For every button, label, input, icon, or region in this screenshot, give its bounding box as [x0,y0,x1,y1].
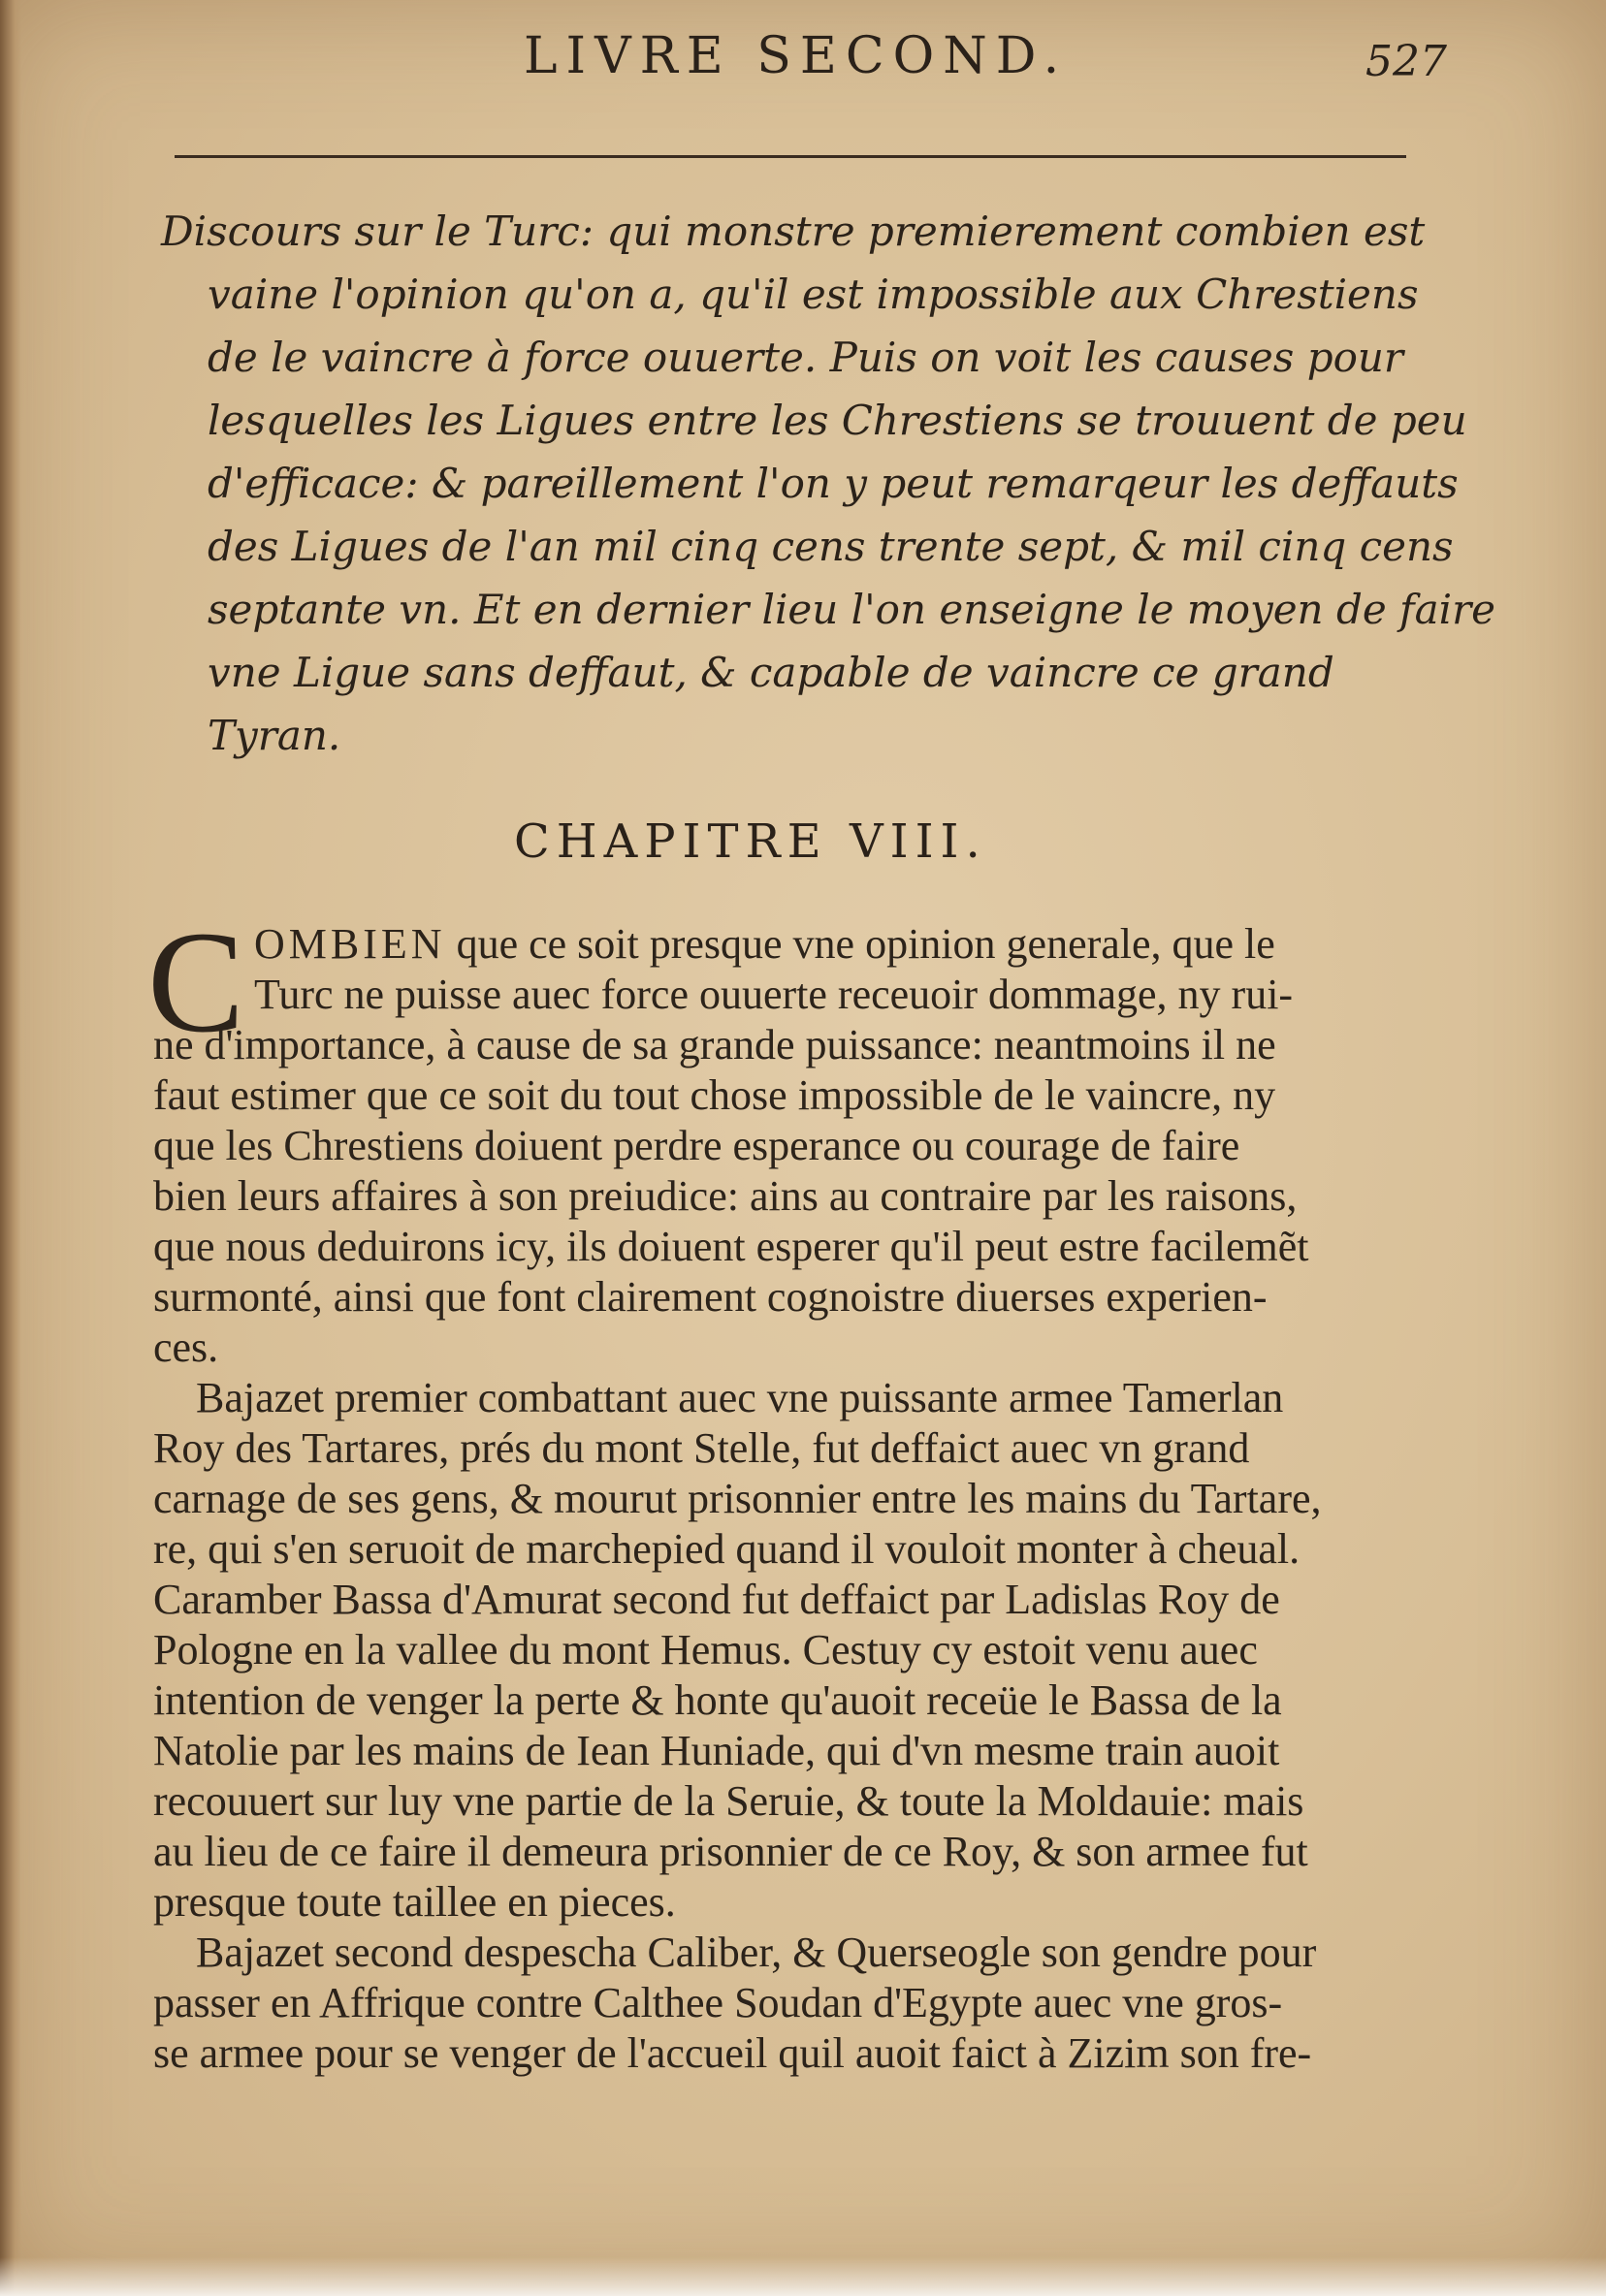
summary-line: d'efficace: & pareillement l'on y peut remarqeur les deffauts [208,460,1459,507]
first-word: OMBIEN [254,920,446,968]
summary-line: Tyran. [208,712,341,759]
summary-line: Discours sur le Turc: qui monstre premierement combien est [161,207,1426,255]
chapter-heading: CHAPITRE VIII. [514,814,987,869]
body-line: surmonté, ainsi que font clairement cognoistre diuerses experien- [153,1273,1268,1321]
body-line: au lieu de ce faire il demeura prisonnier de ce Roy, & son armee fut [153,1828,1308,1875]
summary-line: de le vaincre à force ouuerte. Puis on voit les causes pour [208,334,1403,381]
body-line: re, qui s'en seruoit de marchepied quand il vouloit monter à cheual. [153,1525,1301,1573]
body-line: Roy des Tartares, prés du mont Stelle, fut deffaict auec vn grand [153,1424,1250,1472]
running-head [0,27,1606,95]
header-rule [175,155,1406,158]
body-line: Turc ne puisse auec force ouuerte receuoir dommage, ny rui- [254,971,1294,1018]
body-line: bien leurs affaires à son preiudice: ains au contraire par les raisons, [153,1172,1298,1220]
body-line: recouuert sur luy vne partie de la Seruie, & toute la Moldauie: mais [153,1777,1304,1825]
body-line: presque toute taillee en pieces. [153,1878,676,1926]
body-line: Pologne en la vallee du mont Hemus. Cestuy cy estoit venu auec [153,1626,1258,1674]
summary-line: vne Ligue sans deffaut, & capable de vaincre ce grand [208,649,1334,696]
body-line: ces. [153,1323,219,1371]
body-line: carnage de ses gens, & mourut prisonnier entre les mains du Tartare, [153,1475,1322,1522]
page-gutter-shadow [0,0,21,2296]
body-line: ne d'importance, à cause de sa grande puissance: neantmoins il ne [153,1021,1276,1068]
body-line: que les Chrestiens doiuent perdre esperance ou courage de faire [153,1122,1240,1169]
running-title: LIVRE SECOND. [524,27,1069,85]
page-number: 527 [1365,37,1447,86]
drop-cap: C [147,902,245,1063]
summary-line: des Ligues de l'an mil cinq cens trente sept, & mil cinq cens [208,523,1454,570]
chapter-summary [161,200,1496,767]
body-line: Caramber Bassa d'Amurat second fut deffaict par Ladislas Roy de [153,1576,1280,1623]
body-line: se armee pour se venger de l'accueil quil auoit faict à Zizim son fre- [153,2029,1312,2077]
body-line: Bajazet second despescha Caliber, & Querseogle son gendre pour [196,1929,1317,1976]
body-line: que nous deduirons icy, ils doiuent esperer qu'il peut estre facilemẽt [153,1223,1309,1270]
body-line-text: que ce soit presque vne opinion generale, que le [456,920,1275,968]
summary-line: lesquelles les Ligues entre les Chrestiens se trouuent de peu [208,397,1467,444]
body-line: Bajazet premier combattant auec vne puissante armee Tamerlan [196,1374,1284,1421]
body-line [153,919,1433,970]
body-line: Natolie par les mains de Iean Huniade, qui d'vn mesme train auoit [153,1727,1280,1774]
body-line: faut estimer que ce soit du tout chose impossible de le vaincre, ny [153,1071,1276,1119]
summary-line: septante vn. Et en dernier lieu l'on enseigne le moyen de faire [208,586,1496,633]
summary-line: vaine l'opinion qu'on a, qu'il est impossible aux Chrestiens [208,271,1419,318]
page-bottom-edge [0,2257,1606,2296]
body-text [153,919,1433,2079]
body-line: intention de venger la perte & honte qu'auoit receüe le Bassa de la [153,1676,1282,1724]
body-line: passer en Affrique contre Calthee Soudan d'Egypte auec vne gros- [153,1979,1283,2026]
